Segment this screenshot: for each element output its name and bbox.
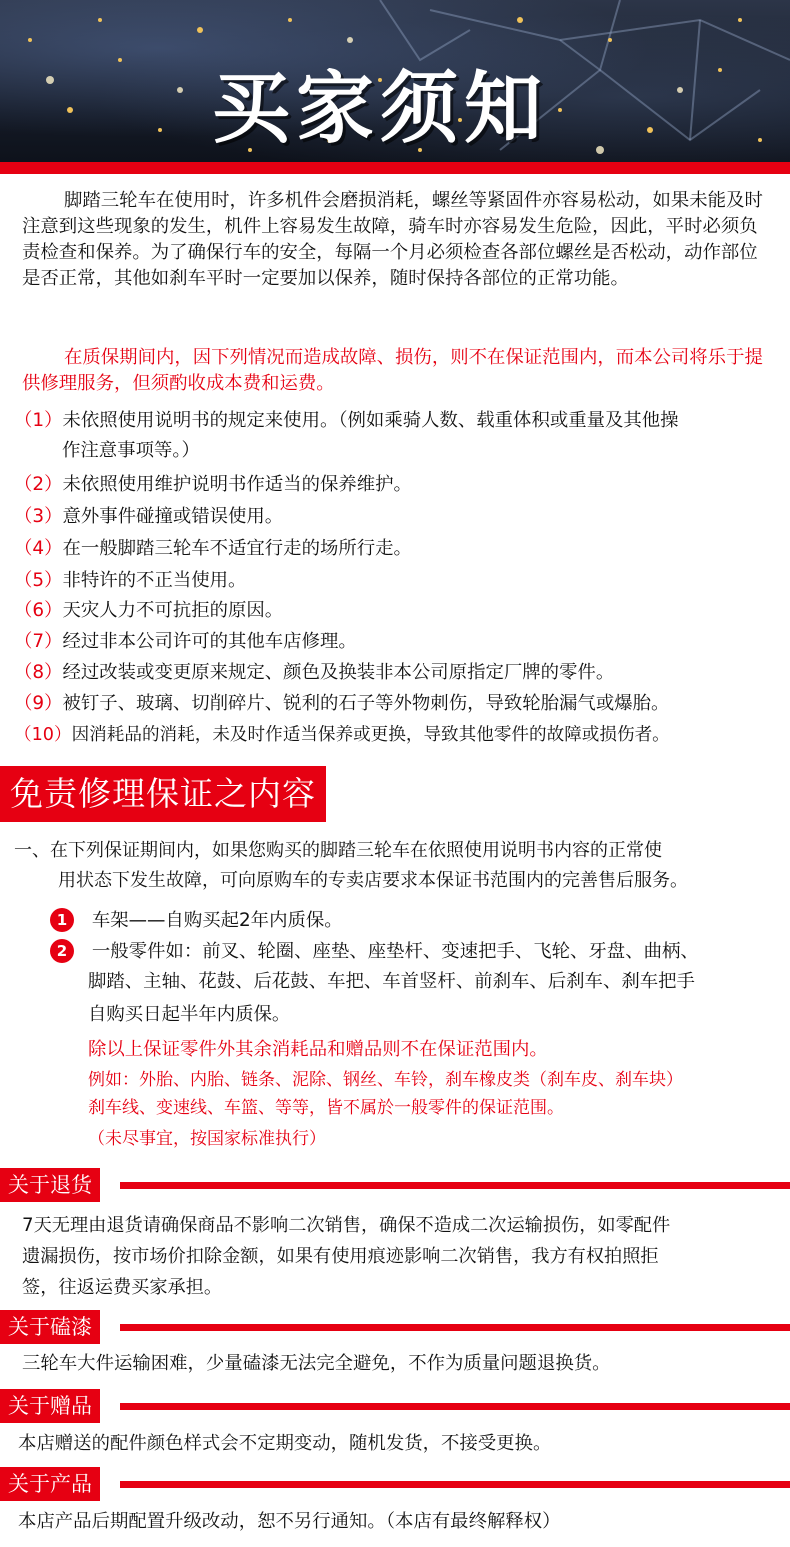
item-text-continued: 作注意事项等。） <box>62 440 200 461</box>
list-item <box>14 534 784 564</box>
number-1-badge: 1 <box>50 908 74 932</box>
list-item <box>14 689 784 719</box>
point-1-text: 车架——自购买起2年内质保。 <box>91 910 343 931</box>
list-item <box>14 627 784 657</box>
item-number: （6） <box>14 600 63 621</box>
item-text: 天灾人力不可抗拒的原因。 <box>62 600 284 621</box>
header-rule <box>120 1481 790 1488</box>
scratch-title: 关于磕漆 <box>0 1310 100 1344</box>
item-number: （10） <box>14 725 72 745</box>
list-item <box>14 566 784 596</box>
header-rule <box>120 1403 790 1410</box>
item-text: 经过非本公司许可的其他车店修理。 <box>62 631 357 652</box>
warranty-point-2 <box>50 937 786 967</box>
gift-title: 关于赠品 <box>0 1389 100 1423</box>
banner-title: 买家须知 <box>211 64 548 154</box>
warranty-line-2: 用状态下发生故障，可向原购车的专卖店要求本保证书范围内的完善售后服务。 <box>58 870 688 891</box>
item-number: （8） <box>14 662 63 683</box>
warranty-point-1 <box>50 906 770 936</box>
banner-red-stripe <box>0 162 790 174</box>
product-text: 本店产品后期配置升级改动，恕不另行通知。（本店有最终解释权） <box>18 1511 561 1532</box>
item-text: 经过改装或变更原来规定、颜色及换装非本公司原指定厂牌的零件。 <box>62 662 615 683</box>
returns-line-3: 签，往返运费买家承担。 <box>22 1277 223 1298</box>
item-text: 在一般脚踏三轮车不适宜行走的场所行走。 <box>62 538 412 559</box>
returns-title: 关于退货 <box>0 1168 100 1202</box>
returns-line-1: 7天无理由退货请确保商品不影响二次销售，确保不造成二次运输损伤，如零配件 <box>22 1215 671 1236</box>
intro-paragraph: 脚踏三轮车在使用时，许多机件会磨损消耗，螺丝等紧固件亦容易松动，如果未能及时注意到这些现象的发生，机件上容易发生故障，骑车时亦容易发生危险，因此，平时必须负责检查和保养。为了确保行车的安全，每隔一个月必须检查各部位螺丝是否松动，动作部位是否正常，其他如刹车平时一定要加以保养，随时保持各部位的正常功能。 <box>22 190 763 289</box>
returns-line-2: 遗漏损伤，按市场价扣除金额，如果有使用痕迹影响二次销售，我方有权拍照拒 <box>22 1246 659 1267</box>
item-number: （7） <box>14 631 63 652</box>
number-2-badge: 2 <box>50 939 74 963</box>
list-item <box>14 502 784 532</box>
exclusion-note: 除以上保证零件外其余消耗品和赠品则不在保证范围内。 <box>88 1039 548 1060</box>
product-title: 关于产品 <box>0 1467 100 1501</box>
item-text: 被钉子、玻璃、切削碎片、锐利的石子等外物刺伤，导致轮胎漏气或爆胎。 <box>62 693 670 714</box>
item-number: （1） <box>14 410 63 431</box>
item-text: 意外事件碰撞或错误使用。 <box>62 506 284 527</box>
list-item <box>14 406 784 466</box>
item-text: 因消耗品的消耗，未及时作适当保养或更换，导致其他零件的故障或损伤者。 <box>71 725 670 745</box>
list-item <box>14 596 784 626</box>
product-header <box>0 1467 790 1501</box>
point-2-text-cont: 自购买日起半年内质保。 <box>88 1004 291 1025</box>
item-text: 未依照使用说明书的规定来使用。（例如乘骑人数、载重体积或重量及其他操 <box>62 410 679 431</box>
header-rule <box>120 1182 790 1189</box>
header-rule <box>120 1324 790 1331</box>
exclusion-examples-cont: 刹车线、变速线、车篮、等等，皆不属於一般零件的保证范围。 <box>88 1098 564 1118</box>
item-number: （9） <box>14 693 63 714</box>
item-number: （3） <box>14 506 63 527</box>
scratch-text: 三轮车大件运输困难，少量磕漆无法完全避免，不作为质量问题退换货。 <box>22 1353 611 1374</box>
point-2-text: 一般零件如：前叉、轮圈、座垫、座垫杆、变速把手、飞轮、牙盘、曲柄、 <box>91 941 699 962</box>
item-number: （4） <box>14 538 63 559</box>
warranty-line-1: 一、在下列保证期间内，如果您购买的脚踏三轮车在依照使用说明书内容的正常使 <box>14 840 662 861</box>
item-text: 未依照使用维护说明书作适当的保养维护。 <box>62 474 412 495</box>
list-item <box>14 720 784 750</box>
national-standard-note: （未尽事宜，按国家标准执行） <box>88 1129 326 1149</box>
point-2-text-cont: 脚踏、主轴、花鼓、后花鼓、车把、车首竖杆、前刹车、后刹车、刹车把手 <box>88 971 695 992</box>
list-item <box>14 658 784 688</box>
exclusion-examples: 例如：外胎、内胎、链条、泥除、钢丝、车铃，刹车橡皮类（刹车皮、刹车块） <box>88 1070 683 1090</box>
gift-text: 本店赠送的配件颜色样式会不定期变动，随机发货，不接受更换。 <box>18 1433 552 1454</box>
exclusion-paragraph: 在质保期间内，因下列情况而造成故障、损伤，则不在保证范围内，而本公司将乐于提供修理服务，但须酌收成本费和运费。 <box>22 347 763 394</box>
item-number: （5） <box>14 570 63 591</box>
list-item <box>14 470 784 500</box>
gift-header <box>0 1389 790 1423</box>
scratch-header <box>0 1310 790 1344</box>
item-number: （2） <box>14 474 63 495</box>
returns-header <box>0 1168 790 1202</box>
header-banner <box>0 0 790 162</box>
warranty-section-title: 免责修理保证之内容 <box>0 766 326 822</box>
item-text: 非特许的不正当使用。 <box>62 570 247 591</box>
